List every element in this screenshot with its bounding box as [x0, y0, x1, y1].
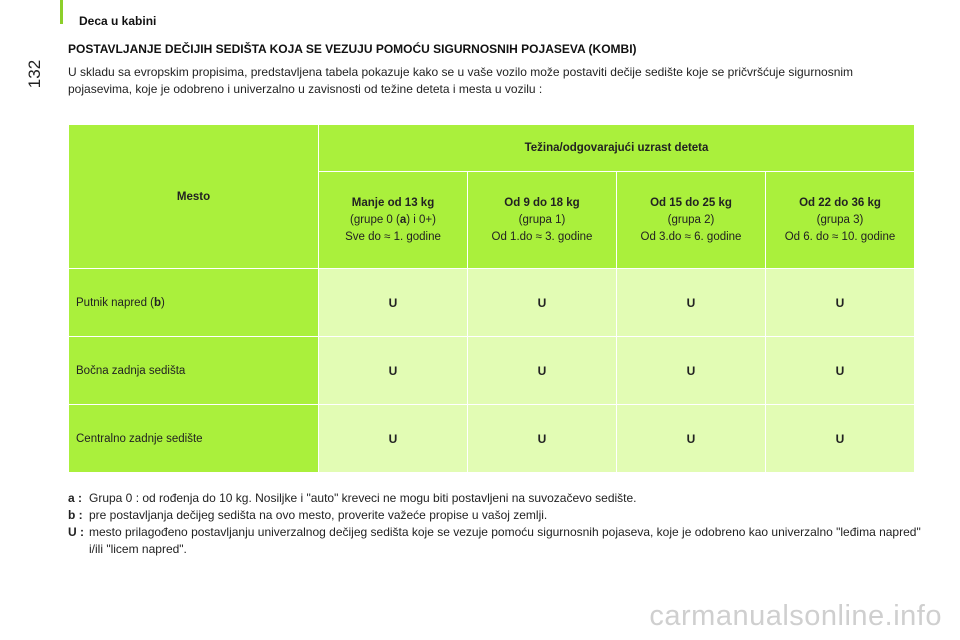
- table-cell: U: [319, 405, 468, 473]
- footnotes: [68, 490, 928, 558]
- table-cell: U: [319, 269, 468, 337]
- table-cell: U: [617, 405, 766, 473]
- footnote-text: mesto prilagođeno postavljanju univerzalnog dečijeg sedišta koje se vezuje pomoću sigurnosnih pojaseva, koje je odobreno kao univerzalno "leđima napred" i/ili "licem napred".: [89, 525, 921, 556]
- footnote-text: Grupa 0 : od rođenja do 10 kg. Nosiljke i "auto" kreveci ne mogu biti postavljeni na suvozačevo sedište.: [89, 491, 637, 505]
- page-number: 132: [25, 59, 44, 89]
- section-accent-bar: [60, 0, 63, 24]
- child-seat-table: [68, 124, 915, 473]
- table-cell: U: [468, 405, 617, 473]
- footnote-key: a :: [68, 491, 83, 505]
- weight-header: Težina/odgovarajući uzrast deteta: [319, 125, 915, 172]
- row-label: Centralno zadnje sedište: [69, 405, 319, 473]
- watermark: carmanualsonline.info: [649, 600, 942, 632]
- mesto-header: Mesto: [69, 125, 319, 269]
- table-cell: U: [766, 337, 915, 405]
- footnote: [68, 490, 928, 507]
- section-title: Deca u kabini: [79, 14, 157, 28]
- row-label: Bočna zadnja sedišta: [69, 337, 319, 405]
- row-label: Putnik napred (b): [69, 269, 319, 337]
- footnote-text: pre postavljanja dečijeg sedišta na ovo mesto, proverite važeće propise u vašoj zemlji.: [89, 508, 548, 522]
- group-header: Manje od 13 kg (grupe 0 (a) i 0+) Sve do ≈ 1. godine: [319, 172, 468, 269]
- table-cell: U: [766, 269, 915, 337]
- table-cell: U: [617, 337, 766, 405]
- group-header: Od 15 do 25 kg (grupa 2) Od 3.do ≈ 6. godine: [617, 172, 766, 269]
- footnote: [68, 524, 928, 558]
- intro-paragraph: U skladu sa evropskim propisima, predstavljena tabela pokazuje kako se u vaše vozilo može postaviti dečije sedište koje se pričvršćuje sigurnosnim pojasevima, koje je odobreno i univerzalno u zavisnosti od težine deteta i mesta u vozilu :: [68, 65, 854, 96]
- table-row: [69, 337, 915, 405]
- group-header: Od 9 do 18 kg (grupa 1) Od 1.do ≈ 3. godine: [468, 172, 617, 269]
- footnote: [68, 507, 928, 524]
- table-cell: U: [617, 269, 766, 337]
- footnote-key: U :: [68, 525, 84, 539]
- footnote-key: b :: [68, 508, 83, 522]
- table-cell: U: [319, 337, 468, 405]
- page-number-box: [20, 50, 58, 100]
- table-row: [69, 269, 915, 337]
- group-header: Od 22 do 36 kg (grupa 3) Od 6. do ≈ 10. godine: [766, 172, 915, 269]
- table-cell: U: [766, 405, 915, 473]
- table-cell: U: [468, 337, 617, 405]
- table-cell: U: [468, 269, 617, 337]
- table-row: [69, 405, 915, 473]
- page-heading: POSTAVLJANJE DEČIJIH SEDIŠTA KOJA SE VEZUJU POMOĆU SIGURNOSNIH POJASEVA (KOMBI): [68, 42, 637, 56]
